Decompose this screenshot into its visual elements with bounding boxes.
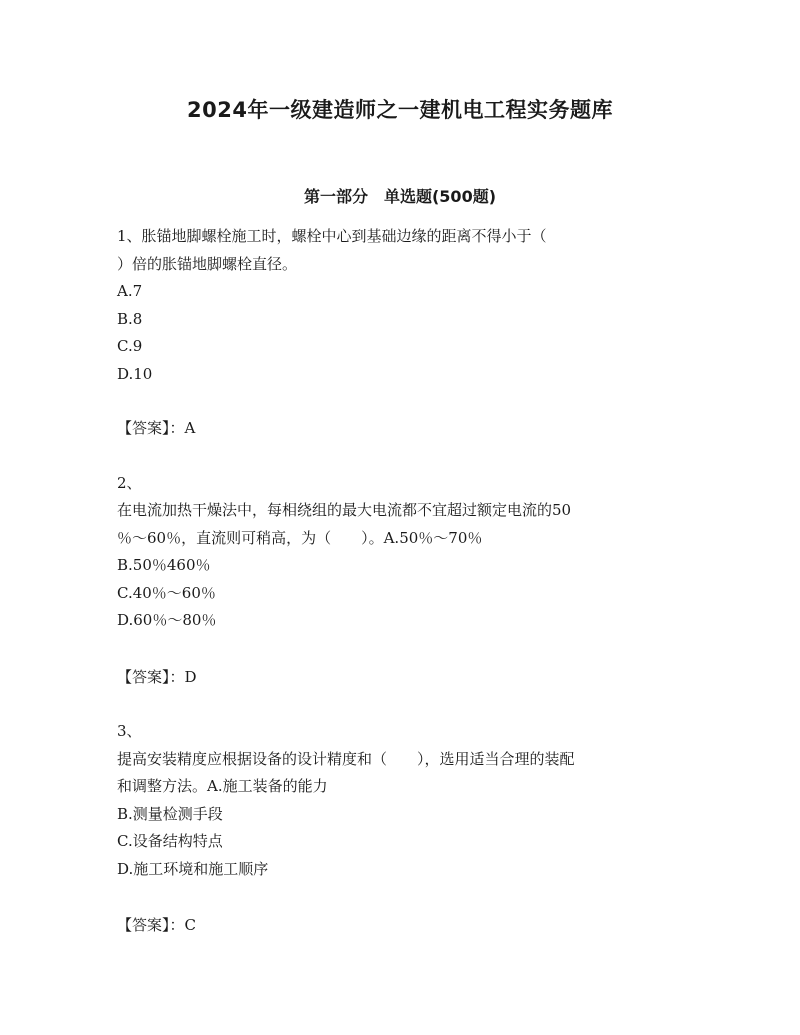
question-2-answer: 【答案】：D <box>117 667 197 686</box>
question-3-option-b: B.测量检测手段 <box>117 804 223 823</box>
question-1-option-c: C.9 <box>117 337 143 355</box>
question-2-number: 2、 <box>117 473 142 492</box>
question-3-answer: 【答案】：C <box>117 916 196 934</box>
question-1-option-d: D.10 <box>117 364 153 383</box>
question-2-stem-line-2: ％～60％，直流则可稍高，为（ ）。A.50％～70％ <box>117 528 483 547</box>
question-1-option-b: B.8 <box>117 309 143 328</box>
question-1-stem-line-2: ）倍的胀锚地脚螺栓直径。 <box>117 254 298 273</box>
question-3-option-c: C.设备结构特点 <box>117 832 223 850</box>
document-title: 2024年一级建造师之一建机电工程实务题库 <box>187 98 613 122</box>
question-3-stem-line-1: 提高安装精度应根据设备的设计精度和（ ），选用适当合理的装配 <box>117 749 575 768</box>
question-3-option-d: D.施工环境和施工顺序 <box>117 859 269 878</box>
question-2-option-c: C.40％～60％ <box>117 583 216 602</box>
question-3-stem-line-2: 和调整方法。A.施工装备的能力 <box>117 777 328 795</box>
question-3 <box>117 718 687 940</box>
question-2-option-d: D.60％～80％ <box>117 611 217 629</box>
question-3-number: 3、 <box>117 722 142 740</box>
section-heading: 第一部分 单选题(500题) <box>303 187 497 206</box>
question-2-stem-line-1: 在电流加热干燥法中，每相绕组的最大电流都不宜超过额定电流的50 <box>117 501 572 519</box>
question-1-answer: 【答案】：A <box>117 419 196 437</box>
question-2-option-b: B.50％460％ <box>117 556 211 574</box>
question-2 <box>117 470 687 692</box>
question-1 <box>117 223 687 443</box>
question-list <box>117 223 687 940</box>
question-1-stem-line-1: 1、胀锚地脚螺栓施工时，螺栓中心到基础边缘的距离不得小于（ <box>117 227 547 245</box>
question-1-option-a: A.7 <box>117 282 143 300</box>
